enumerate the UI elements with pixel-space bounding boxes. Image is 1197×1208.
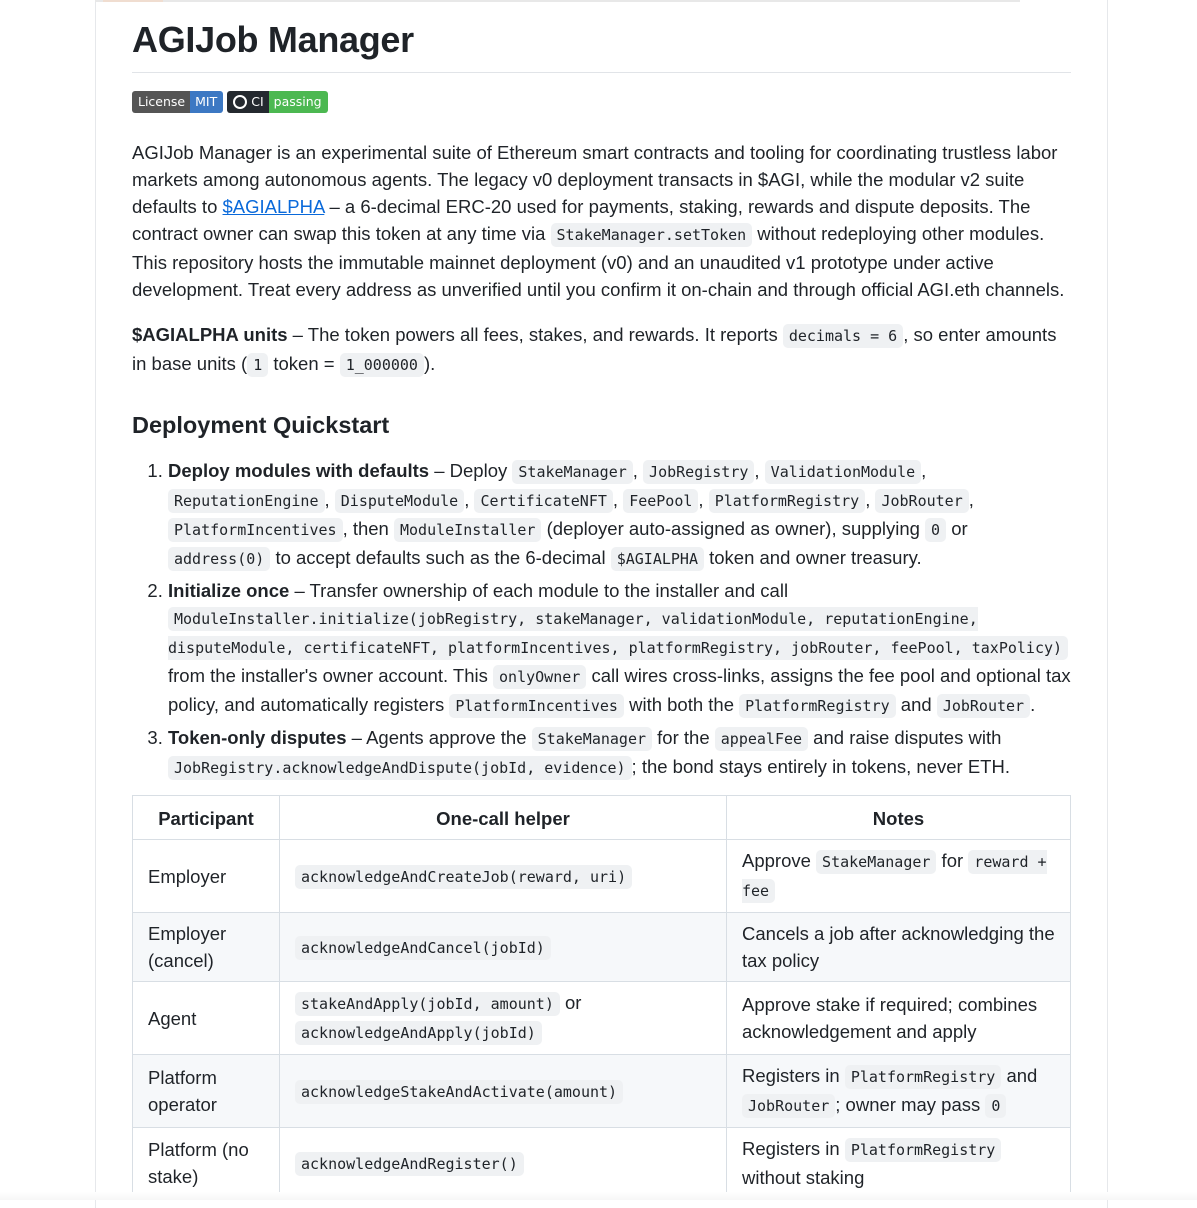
section-heading-quickstart: Deployment Quickstart: [132, 412, 390, 438]
notes-cell: Cancels a job after acknowledging the tax policy: [727, 913, 1071, 982]
helper-cell: acknowledgeAndRegister(): [280, 1128, 727, 1199]
bottom-edge: [0, 1192, 1197, 1200]
badge-label: License: [132, 91, 190, 113]
helper-cell: acknowledgeAndCancel(jobId): [280, 913, 727, 982]
table-row: [133, 1055, 1071, 1128]
page-title: AGIJob Manager: [132, 14, 1071, 73]
step-item: 2. Initialize once – Transfer ownership of each module to the installer and call ModuleInstaller.initialize(jobRegistry, stakeManager, validationModule, reputationEngine, disputeModule, certificateNFT, platformIncentives, platformRegistry, jobRouter, feePool, taxPolicy) from the installer's owner account. This onlyOwner call wires cross-links, assigns the fee pool and optional tax policy, and automatically registers PlatformIncentives with both the PlatformRegistry and JobRouter .: [168, 577, 1071, 720]
participant-cell: Employer (cancel): [133, 913, 280, 982]
notes-cell: Registers in PlatformRegistry and JobRouter ; owner may pass 0: [727, 1055, 1071, 1128]
participant-cell: Agent: [133, 982, 280, 1055]
readme-content: [132, 14, 1071, 1199]
ci-badge[interactable]: [227, 91, 327, 113]
license-badge[interactable]: [132, 91, 223, 113]
code-span: 1: [247, 353, 268, 377]
table-row: [133, 840, 1071, 913]
participants-table: [132, 795, 1071, 1199]
participant-cell: Platform (no stake): [133, 1128, 280, 1199]
github-icon: [233, 95, 247, 109]
step-item: 1. Deploy modules with defaults – Deploy StakeManager , JobRegistry , ValidationModule , ReputationEngine , DisputeModule , CertificateNFT , FeePool , PlatformRegistry , JobRouter , PlatformIncentives , then ModuleInstaller (deployer auto-assigned as owner), supplying 0 or address(0) to accept defaults such as the 6-decimal $AGIALPHA token and owner treasury.: [168, 457, 1071, 573]
helper-cell: stakeAndApply(jobId, amount) or acknowledgeAndApply(jobId): [280, 982, 727, 1055]
participant-cell: Platform operator: [133, 1055, 280, 1128]
notes-cell: Approve stake if required; combines acknowledgement and apply: [727, 982, 1071, 1055]
agialpha-link[interactable]: $AGIALPHA: [222, 196, 325, 217]
units-paragraph: $AGIALPHA units – The token powers all fees, stakes, and rewards. It reports decimals = 6 , so enter amounts in base units ( 1 token = 1_000000 ).: [132, 321, 1071, 379]
participant-cell: Employer: [133, 840, 280, 913]
table-header-row: [133, 796, 1071, 840]
code-span: 1_000000: [340, 353, 424, 377]
quickstart-steps: [132, 457, 1071, 782]
helper-cell: acknowledgeStakeAndActivate(amount): [280, 1055, 727, 1128]
units-heading: $AGIALPHA units: [132, 324, 288, 345]
column-header: Notes: [727, 796, 1071, 840]
notes-cell: Registers in PlatformRegistry without staking: [727, 1128, 1071, 1199]
top-divider: [95, 0, 1020, 2]
column-header: Participant: [133, 796, 280, 840]
top-accent: [103, 0, 163, 2]
code-span: decimals = 6: [783, 324, 903, 348]
badge-row: [132, 91, 1071, 113]
intro-paragraph: AGIJob Manager is an experimental suite of Ethereum smart contracts and tooling for coordinating trustless labor markets among autonomous agents. The legacy v0 deployment transacts in $AGI, while the modular v2 suite defaults to $AGIALPHA – a 6-decimal ERC-20 used for payments, staking, rewards and dispute deposits. The contract owner can swap this token at any time via StakeManager.setToken without redeploying other modules. This repository hosts the immutable mainnet deployment (v0) and an unaudited v1 prototype under active development. Treat every address as unverified until you confirm it on-chain and through official AGI.eth channels.: [132, 142, 1065, 300]
badge-label: CI: [251, 94, 264, 109]
table-row: [133, 1128, 1071, 1199]
badge-value: passing: [269, 91, 328, 113]
step-item: 3. Token-only disputes – Agents approve the StakeManager for the appealFee and raise disputes with JobRegistry.acknowledgeAndDispute(jobId, evidence) ; the bond stays entirely in tokens, never ETH.: [168, 724, 1071, 782]
code-span: StakeManager.setToken: [551, 223, 753, 247]
column-header: One-call helper: [280, 796, 727, 840]
helper-cell: acknowledgeAndCreateJob(reward, uri): [280, 840, 727, 913]
table-row: [133, 982, 1071, 1055]
table-row: [133, 913, 1071, 982]
badge-value: MIT: [190, 91, 223, 113]
notes-cell: Approve StakeManager for reward + fee: [727, 840, 1071, 913]
